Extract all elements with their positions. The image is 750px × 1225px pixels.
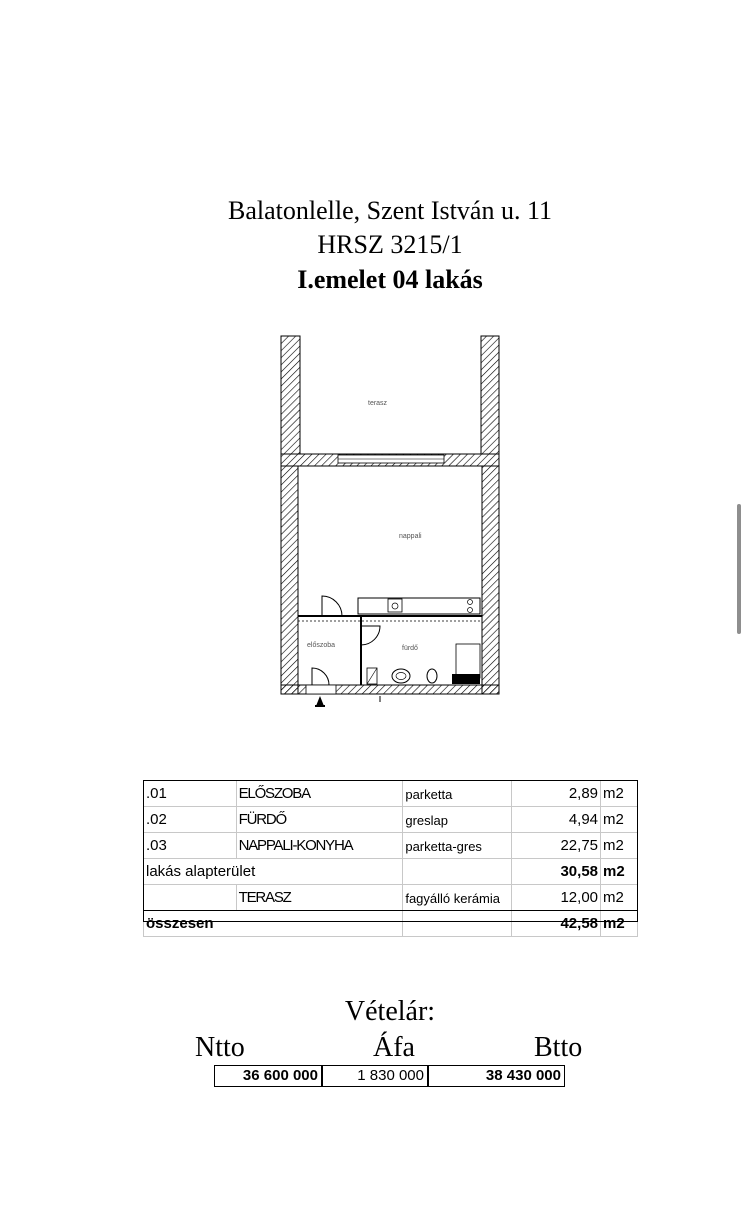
total-area: 42,58	[512, 911, 601, 937]
room-id: .02	[144, 807, 237, 833]
total-row	[144, 911, 638, 937]
wall-left-terrace	[281, 336, 300, 454]
room-id: .01	[144, 781, 237, 807]
label-living: nappali	[399, 533, 422, 540]
subtotal-label: lakás alapterület	[144, 859, 403, 885]
vat-value: 1 830 000	[322, 1065, 428, 1087]
room-unit: m2	[601, 833, 638, 859]
label-hall: előszoba	[307, 642, 336, 649]
label-terrace: terasz	[368, 400, 388, 407]
subtotal-unit: m2	[601, 859, 638, 885]
room-material: parketta	[403, 781, 512, 807]
scrollbar[interactable]	[737, 504, 741, 634]
room-area: 2,89	[512, 781, 601, 807]
total-label: összesen	[144, 911, 403, 937]
toilet	[392, 669, 410, 683]
room-name: FÜRDŐ	[236, 807, 403, 833]
entrance-marker	[316, 696, 324, 706]
room-material: parketta-gres	[403, 833, 512, 859]
address-title: Balatonlelle, Szent István u. 11	[228, 196, 552, 225]
room-area: 4,94	[512, 807, 601, 833]
room-id: .03	[144, 833, 237, 859]
terrace-name: TERASZ	[236, 885, 403, 911]
room-unit: m2	[601, 807, 638, 833]
vat-label: Áfa	[373, 1032, 415, 1063]
gross-price-label: Btto	[534, 1032, 583, 1063]
hrsz-title: HRSZ 3215/1	[317, 230, 463, 259]
label-bath: fürdő	[402, 645, 418, 652]
room-unit: m2	[601, 781, 638, 807]
wall-right	[482, 466, 499, 694]
net-price-value: 36 600 000	[214, 1065, 322, 1087]
kitchen-sink	[388, 599, 402, 612]
table-row	[144, 781, 638, 807]
table-row	[144, 833, 638, 859]
room-material: greslap	[403, 807, 512, 833]
net-price-label: Ntto	[195, 1032, 245, 1063]
room-name: NAPPALI-KONYHA	[236, 833, 403, 859]
room-area: 22,75	[512, 833, 601, 859]
price-title: Vételár:	[344, 996, 436, 1027]
subtotal-row	[144, 859, 638, 885]
wall-left	[281, 466, 298, 694]
terrace-row	[144, 885, 638, 911]
table-row	[144, 807, 638, 833]
room-area-table	[143, 780, 638, 937]
unit-title: I.emelet 04 lakás	[297, 265, 483, 294]
wall-right-terrace	[481, 336, 499, 454]
total-unit: m2	[601, 911, 638, 937]
gross-price-value: 38 430 000	[428, 1065, 565, 1087]
terrace-area: 12,00	[512, 885, 601, 911]
washbasin	[427, 669, 437, 683]
shower	[456, 644, 480, 678]
kitchen-counter	[358, 598, 480, 614]
terrace-material: fagyálló kerámia	[403, 885, 512, 911]
room-name: ELŐSZOBA	[236, 781, 403, 807]
floor-plan	[270, 326, 520, 726]
subtotal-area: 30,58	[512, 859, 601, 885]
terrace-unit: m2	[601, 885, 638, 911]
